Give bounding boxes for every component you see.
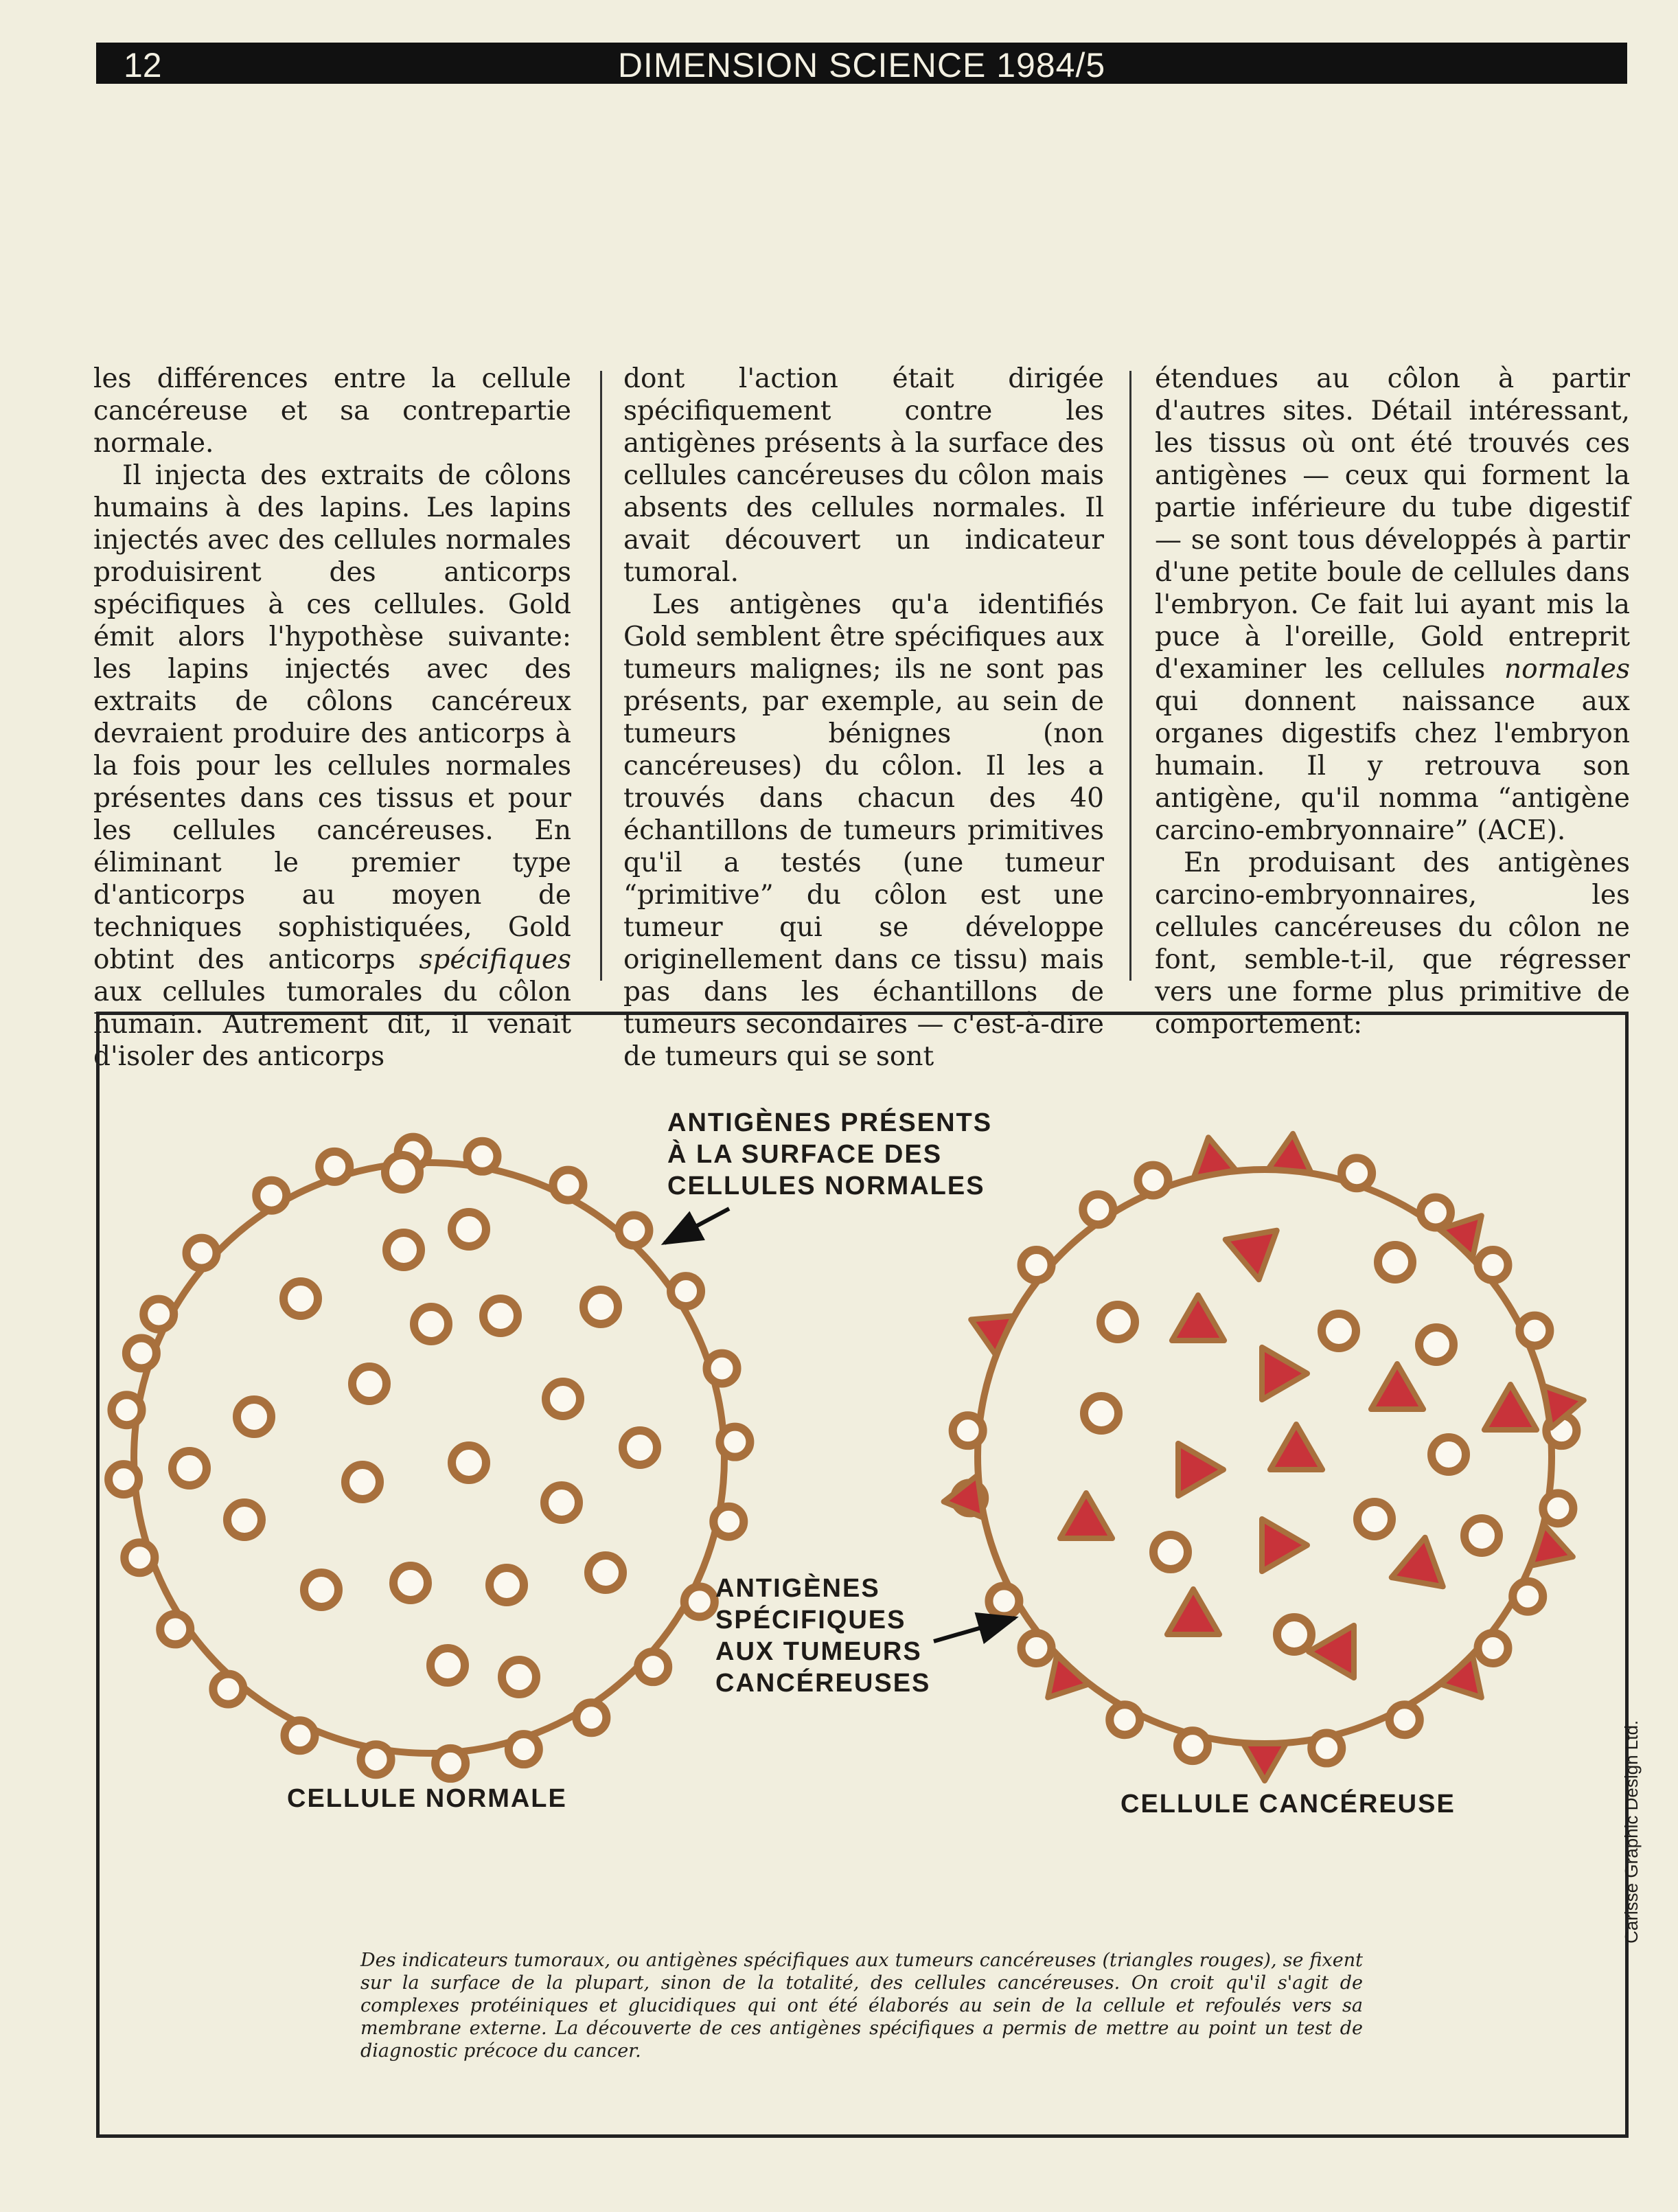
- internal-antigen: [304, 1573, 338, 1607]
- tumor-antigen: [971, 1316, 1013, 1355]
- internal-antigen: [352, 1367, 387, 1401]
- surface-antigen: [1138, 1165, 1168, 1196]
- surface-antigen: [1083, 1194, 1113, 1224]
- internal-antigen: [623, 1430, 657, 1465]
- emphasis: spécifiques: [419, 944, 571, 975]
- surface-antigen: [1022, 1633, 1052, 1663]
- internal-antigen: [1378, 1245, 1412, 1279]
- internal-antigen: [387, 1233, 421, 1267]
- internal-antigen: [1101, 1305, 1135, 1339]
- emphasis: normales: [1504, 654, 1630, 685]
- paragraph: étendues au côlon à partir d'autres sites. Détail intéressant, les tissus où ont été trouvés ces antigènes — ceux qui forment la partie inférieure du tube digestif — se sont tous développés à partir d'une petite boule de cellules dans l'embryon. Ce fait lui ayant mis la puce à l'oreille, Gold entreprit d'examiner les cellules normales qui donnent naissance aux organes digestifs chez l'embryon humain. Il y retrouva son antigène, qu'il nomma “antigène carcino-embryonnaire” (ACE).: [1155, 363, 1630, 846]
- internal-antigen: [237, 1400, 271, 1434]
- surface-antigen: [108, 1464, 139, 1494]
- surface-antigen: [1177, 1731, 1208, 1761]
- surface-antigen: [1022, 1250, 1052, 1280]
- surface-antigen: [553, 1170, 583, 1200]
- surface-antigen: [638, 1652, 668, 1682]
- arrow-normal-antigens: [665, 1209, 729, 1243]
- paragraph: les différences entre la cellule cancéreuse et sa contrepartie normale.: [93, 363, 571, 459]
- surface-antigen: [285, 1720, 315, 1751]
- tumor-antigen: [1531, 1525, 1573, 1566]
- label-normal-antigens: ANTIGÈNES PRÉSENTS À LA SURFACE DES CELLULES NORMALES: [667, 1108, 993, 1200]
- surface-antigen: [713, 1507, 744, 1537]
- surface-antigen: [1478, 1250, 1508, 1280]
- internal-antigen: [414, 1307, 448, 1341]
- tumor-antigen: [1268, 1134, 1311, 1173]
- paragraph: dont l'action était dirigée spécifiquement contre les antigènes présents à la surface des cellules cancéreuses du côlon mais absents des cellules normales. Il avait découvert un indicateur tumoral.: [623, 363, 1104, 588]
- tumor-antigen: [1484, 1384, 1537, 1430]
- surface-antigen: [1311, 1733, 1342, 1764]
- label-normal-cell: CELLULE NORMALE: [287, 1784, 567, 1813]
- surface-antigen: [707, 1354, 737, 1384]
- tumor-antigen: [1262, 1519, 1307, 1571]
- surface-antigen: [256, 1181, 286, 1211]
- tumor-antigen: [1194, 1137, 1236, 1178]
- internal-antigen: [483, 1299, 518, 1333]
- surface-antigen: [576, 1702, 606, 1733]
- paragraph: Les antigènes qu'a identifiés Gold semblent être spécifiques aux tumeurs malignes; ils ne sont pas présents, par exemple, au sein de tumeurs bénignes (non cancéreuses) du côlon. Il les a trouvés dans chacun des 40 échantillons de tumeurs primitives qu'il a testés (une tumeur “primitive” du côlon est une tumeur qui se développe originellement dans ce tissu) mais pas dans les échantillons de tumeurs secondaires — c'est-à-dire de tumeurs qui se sont: [623, 589, 1104, 1072]
- image-credit: Carisse Graphic Design Ltd.: [1621, 1720, 1642, 1943]
- arrow-tumor-antigens: [934, 1618, 1015, 1641]
- surface-antigen: [435, 1748, 466, 1779]
- internal-antigen: [1153, 1535, 1188, 1569]
- surface-antigen: [361, 1744, 391, 1775]
- internal-antigen: [1084, 1396, 1118, 1430]
- paragraph: En produisant des antigènes carcino-embryonnaires, les cellules cancéreuses du côlon ne font, semble-t-il, que régresser vers une forme plus primitive de comportement:: [1155, 847, 1630, 1040]
- surface-antigen: [953, 1415, 983, 1446]
- surface-antigen: [1421, 1197, 1451, 1227]
- page-number: 12: [124, 46, 162, 84]
- tumor-antigen: [1167, 1589, 1219, 1634]
- internal-antigen: [284, 1281, 318, 1316]
- internal-antigen: [1357, 1502, 1392, 1536]
- internal-antigen: [1322, 1314, 1356, 1348]
- internal-antigen: [1419, 1327, 1453, 1362]
- internal-antigen: [1277, 1617, 1311, 1652]
- internal-antigen: [588, 1555, 623, 1590]
- tumor-antigen: [1060, 1493, 1112, 1538]
- label-cancer-cell: CELLULE CANCÉREUSE: [1120, 1790, 1456, 1818]
- tumor-antigen: [1243, 1744, 1286, 1781]
- surface-antigen: [619, 1216, 649, 1246]
- surface-antigen: [143, 1299, 174, 1330]
- cancer-cell: [944, 1134, 1584, 1781]
- surface-antigen: [213, 1674, 243, 1704]
- internal-antigen: [584, 1290, 618, 1324]
- surface-antigen: [1519, 1316, 1550, 1346]
- internal-antigen: [544, 1485, 579, 1520]
- label-tumor-antigens: ANTIGÈNES SPÉCIFIQUES AUX TUMEURS CANCÉREUSES: [715, 1574, 931, 1698]
- internal-antigen: [385, 1155, 420, 1189]
- figure-caption: Des indicateurs tumoraux, ou antigènes spécifiques aux tumeurs cancéreuses (triangles rouges), se fixent sur la surface de la plupart, sinon de la totalité, des cellules cancéreuses. On croit qu'il s'agit de complexes protéiniques et glucidiques qui ont été élaborés au sein de la cellule et refoulés vers sa membrane externe. La découverte de ces antigènes spécifiques a permis de mettre au point un test de diagnostic précoce du cancer.: [360, 1950, 1363, 2062]
- surface-antigen: [1478, 1633, 1508, 1663]
- surface-antigen: [1110, 1704, 1140, 1735]
- surface-antigen: [111, 1395, 141, 1425]
- internal-antigen: [393, 1566, 428, 1600]
- surface-antigen: [467, 1141, 497, 1172]
- tumor-antigen: [1178, 1444, 1223, 1496]
- surface-antigen: [1543, 1493, 1573, 1523]
- surface-antigen: [126, 1338, 157, 1368]
- internal-antigen: [546, 1382, 580, 1416]
- tumor-antigen: [1172, 1295, 1224, 1341]
- internal-antigen: [452, 1212, 486, 1246]
- surface-antigen: [187, 1238, 217, 1268]
- tumor-antigen: [1226, 1231, 1277, 1280]
- surface-antigen: [1342, 1158, 1372, 1188]
- internal-antigen: [430, 1648, 465, 1683]
- internal-antigen: [345, 1465, 380, 1499]
- tumor-antigen: [1270, 1424, 1322, 1470]
- surface-antigen: [124, 1542, 154, 1573]
- internal-antigen: [227, 1503, 262, 1537]
- internal-antigen: [452, 1446, 486, 1480]
- internal-antigen: [1464, 1518, 1499, 1553]
- surface-antigen: [1513, 1582, 1543, 1612]
- surface-antigen: [509, 1734, 539, 1764]
- internal-antigen: [490, 1568, 524, 1602]
- internal-antigen: [502, 1660, 536, 1694]
- internal-antigen: [1432, 1437, 1466, 1472]
- paragraph: Il injecta des extraits de côlons humains à des lapins. Les lapins injectés avec des cellules normales produisirent des anticorps spécifiques à ces cellules. Gold émit alors l'hypothèse suivante: les lapins injectés avec des extraits de côlons cancéreux devraient produire des anticorps à la fois pour les cellules normales présentes dans ces tissus et pour les cellules cancéreuses. En éliminant le premier type d'anticorps au moyen de techniques sophistiquées, Gold obtint des anticorps spécifiques aux cellules tumorales du côlon humain. Autrement dit, il venait d'isoler des anticorps: [93, 460, 571, 1072]
- tumor-antigen: [1371, 1364, 1423, 1409]
- surface-antigen: [720, 1427, 750, 1457]
- surface-antigen: [671, 1276, 701, 1306]
- normal-cell: [108, 1137, 750, 1779]
- surface-antigen: [160, 1614, 190, 1644]
- tumor-antigen: [1262, 1347, 1307, 1400]
- surface-antigen: [319, 1152, 349, 1182]
- surface-antigen: [1390, 1704, 1420, 1735]
- surface-antigen: [685, 1586, 715, 1617]
- tumor-antigen: [1392, 1538, 1443, 1587]
- surface-antigen: [989, 1586, 1019, 1616]
- publication-title: DIMENSION SCIENCE 1984/5: [617, 46, 1106, 84]
- internal-antigen: [172, 1451, 207, 1485]
